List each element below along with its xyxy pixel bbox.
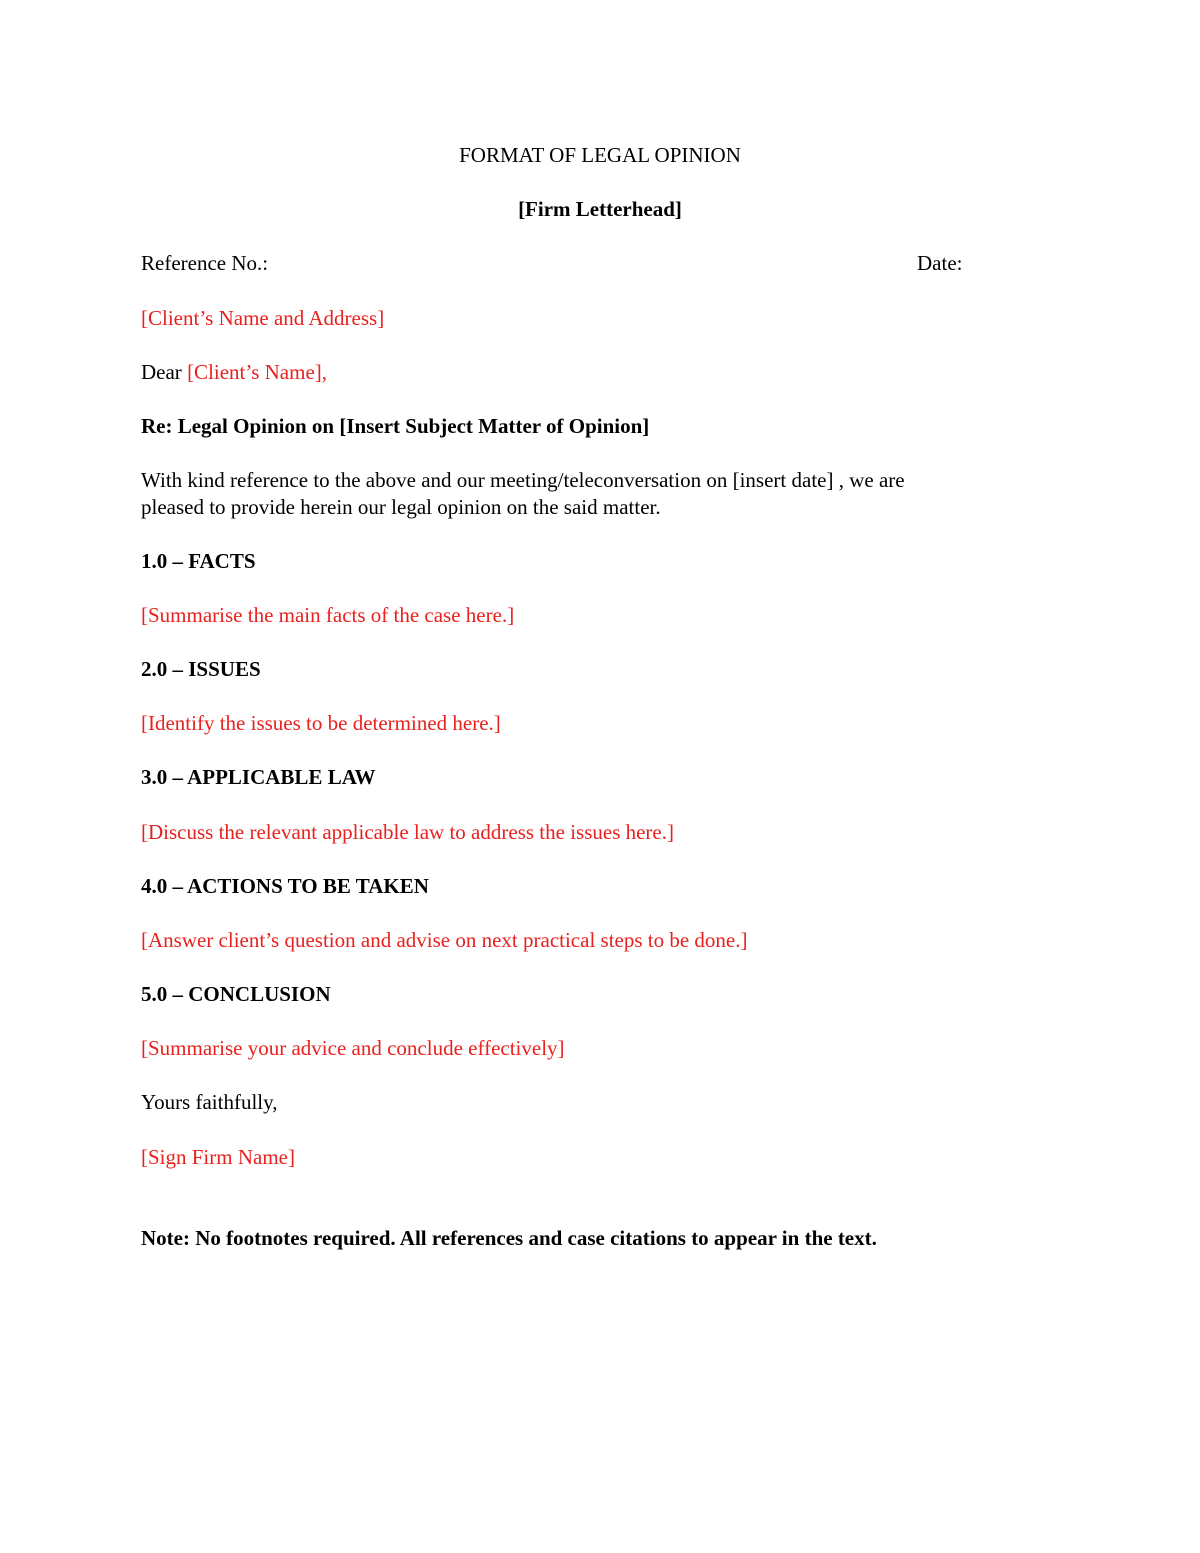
section-placeholder-applicable-law: [Discuss the relevant applicable law to address the issues here.] (141, 820, 674, 844)
section-heading-applicable-law: 3.0 – APPLICABLE LAW (141, 765, 376, 789)
salutation-prefix: Dear (141, 360, 182, 384)
date-label: Date: (917, 251, 963, 275)
section-heading-issues: 2.0 – ISSUES (141, 657, 261, 681)
section-placeholder-facts: [Summarise the main facts of the case here.] (141, 603, 515, 627)
signature-placeholder: [Sign Firm Name] (141, 1145, 295, 1169)
firm-letterhead: [Firm Letterhead] (518, 197, 682, 221)
section-placeholder-conclusion: [Summarise your advice and conclude effectively] (141, 1036, 565, 1060)
intro-paragraph (141, 467, 1021, 521)
reference-label: Reference No.: (141, 251, 269, 275)
section-placeholder-issues: [Identify the issues to be determined here.] (141, 711, 501, 735)
section-heading-conclusion: 5.0 – CONCLUSION (141, 982, 331, 1006)
section-heading-facts: 1.0 – FACTS (141, 549, 256, 573)
salutation (141, 359, 327, 386)
client-name-address: [Client’s Name and Address] (141, 306, 385, 330)
salutation-client-name: [Client’s Name], (187, 360, 328, 384)
closing: Yours faithfully, (141, 1090, 278, 1114)
document-title: FORMAT OF LEGAL OPINION (459, 143, 741, 167)
re-line: Re: Legal Opinion on [Insert Subject Matter of Opinion] (141, 414, 650, 438)
intro-line-1: With kind reference to the above and our meeting/teleconversation on [insert date] , we are (141, 468, 905, 492)
note: Note: No footnotes required. All references and case citations to appear in the text. (141, 1226, 877, 1250)
section-heading-actions: 4.0 – ACTIONS TO BE TAKEN (141, 874, 429, 898)
section-placeholder-actions: [Answer client’s question and advise on next practical steps to be done.] (141, 928, 748, 952)
intro-line-2: pleased to provide herein our legal opinion on the said matter. (141, 495, 661, 519)
